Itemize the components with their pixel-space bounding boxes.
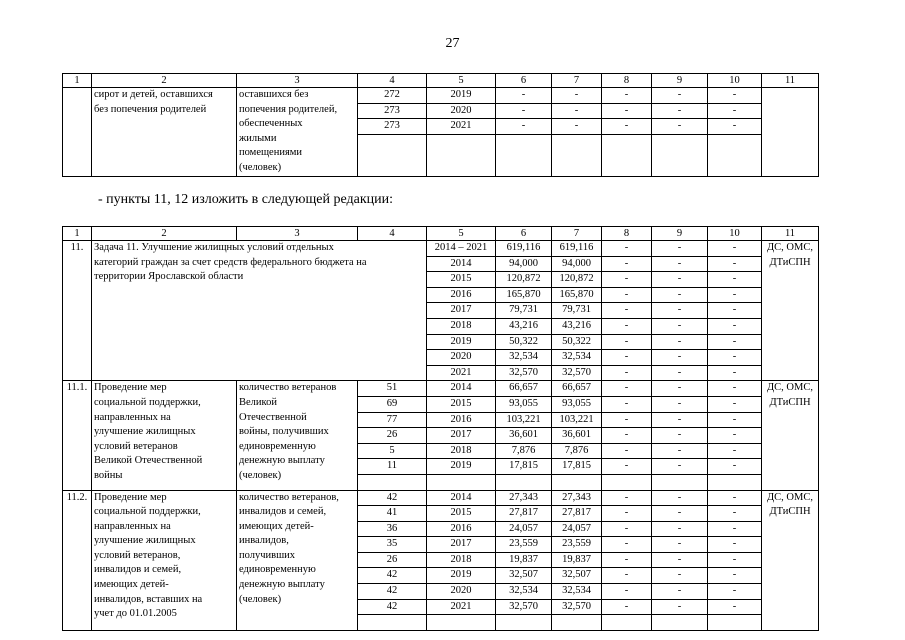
table-cell: -: [652, 318, 708, 334]
executor-cell: [762, 381, 819, 490]
table-cell: 35: [358, 537, 427, 553]
task-title-cell: [92, 241, 427, 381]
table-cell: -: [708, 256, 762, 272]
table-cell: 43,216: [552, 318, 602, 334]
table-cell: -: [708, 506, 762, 522]
table-header-row: [63, 227, 819, 241]
text-line: территории Ярославской области: [94, 271, 244, 283]
text-line: направленных на: [94, 520, 171, 532]
table-cell: 272: [358, 88, 427, 104]
table-cell: -: [708, 459, 762, 475]
text-line: единовременную: [239, 440, 316, 452]
table-cell: 66,657: [552, 381, 602, 397]
table-cell: [358, 135, 427, 176]
table-cell: 273: [358, 119, 427, 135]
table-cell: 23,559: [552, 537, 602, 553]
table-cell: -: [652, 303, 708, 319]
table-cell: 273: [358, 103, 427, 119]
table-cell: 93,055: [496, 396, 552, 412]
header-cell: 10: [708, 74, 762, 88]
table-cell: 2021: [427, 119, 496, 135]
table-cell: 165,870: [552, 287, 602, 303]
table-cell: -: [708, 396, 762, 412]
table-cell: -: [602, 459, 652, 475]
table-cell: 2017: [427, 537, 496, 553]
text-line: единовременную: [239, 564, 316, 576]
text-line: условий ветеранов,: [94, 549, 181, 561]
table-cell: -: [708, 350, 762, 366]
text-line: инвалидов,: [239, 535, 289, 547]
table-cell: -: [652, 88, 708, 104]
table-cell: [602, 615, 652, 631]
table-cell: -: [708, 381, 762, 397]
table-cell: -: [652, 396, 708, 412]
table-cell: 27,817: [552, 506, 602, 522]
text-line: ДС, ОМС,: [767, 382, 813, 394]
text-line: Проведение мер: [94, 382, 167, 394]
text-line: ДС, ОМС,: [767, 242, 813, 253]
table-cell: 32,570: [496, 365, 552, 381]
table-cell: -: [652, 537, 708, 553]
table-cell: 165,870: [496, 287, 552, 303]
table-cell: 619,116: [552, 241, 602, 257]
table-cell: -: [652, 272, 708, 288]
table-cell: [496, 474, 552, 490]
indicator-cell: [237, 381, 358, 490]
table-cell: 94,000: [496, 256, 552, 272]
text-line: попечения родителей,: [239, 103, 338, 115]
header-cell: 4: [358, 74, 427, 88]
header-cell: 2: [92, 227, 237, 241]
table-cell: -: [708, 584, 762, 600]
table-cell: -: [708, 88, 762, 104]
table-cell: 2014: [427, 256, 496, 272]
table-cell: [427, 474, 496, 490]
table-cell: 120,872: [496, 272, 552, 288]
table-cell: -: [708, 103, 762, 119]
program-table: [62, 226, 819, 631]
table-cell: -: [602, 490, 652, 506]
table-cell: 32,534: [552, 350, 602, 366]
table-cell: -: [602, 428, 652, 444]
header-cell: 3: [237, 74, 358, 88]
table-cell: -: [708, 365, 762, 381]
table-cell: 94,000: [552, 256, 602, 272]
table-cell: -: [708, 443, 762, 459]
table-cell: -: [708, 241, 762, 257]
table-cell: -: [602, 272, 652, 288]
table-cell: 103,221: [496, 412, 552, 428]
text-line: Великой Отечественной: [94, 455, 203, 467]
table-cell: -: [652, 412, 708, 428]
table-cell: -: [602, 506, 652, 522]
table-cell: -: [602, 119, 652, 135]
table-cell: 32,570: [496, 599, 552, 615]
table-cell: [652, 615, 708, 631]
table-cell: -: [708, 537, 762, 553]
table-cell: -: [652, 428, 708, 444]
table-cell: -: [708, 599, 762, 615]
table-cell: 32,507: [552, 568, 602, 584]
table-cell: [358, 615, 427, 631]
table-cell: 24,057: [496, 521, 552, 537]
table-cell: 42: [358, 568, 427, 584]
table-cell: 24,057: [552, 521, 602, 537]
text-line: денежную выплату: [239, 455, 325, 467]
text-line: сирот и детей, оставшихся: [94, 89, 213, 100]
table-cell: 2020: [427, 350, 496, 366]
table-cell: [427, 615, 496, 631]
table-cell: -: [708, 568, 762, 584]
table-cell: 2018: [427, 552, 496, 568]
table-cell: -: [708, 552, 762, 568]
table-cell: -: [708, 490, 762, 506]
table-cell: -: [652, 490, 708, 506]
text-line: ДТиСПН: [769, 396, 811, 408]
table-row: [63, 88, 819, 104]
text-line: (человек): [239, 593, 282, 605]
table-cell: 26: [358, 428, 427, 444]
table-cell: [427, 135, 496, 176]
table-cell: [708, 615, 762, 631]
indicator-cell: [237, 490, 358, 630]
table-cell: -: [652, 119, 708, 135]
table-cell: 42: [358, 584, 427, 600]
text-line: без попечения родителей: [94, 103, 207, 115]
table-cell: 5: [358, 443, 427, 459]
table-cell: -: [602, 396, 652, 412]
table-cell: -: [652, 584, 708, 600]
table-cell: 32,570: [552, 365, 602, 381]
header-cell: 2: [92, 74, 237, 88]
header-cell: 11: [762, 74, 819, 88]
table-cell: [708, 474, 762, 490]
text-line: оставшихся без: [239, 89, 309, 100]
executor-cell: [762, 241, 819, 381]
table-cell: 41: [358, 506, 427, 522]
table-cell: -: [602, 241, 652, 257]
table-cell: [496, 615, 552, 631]
header-cell: 9: [652, 227, 708, 241]
table-cell: -: [708, 428, 762, 444]
table-cell: 27,343: [552, 490, 602, 506]
header-cell: 8: [602, 227, 652, 241]
table-cell: 36,601: [552, 428, 602, 444]
table-cell: -: [602, 443, 652, 459]
table-cell: 2017: [427, 428, 496, 444]
table-cell: 17,815: [496, 459, 552, 475]
header-cell: 4: [358, 227, 427, 241]
table-cell: 2015: [427, 272, 496, 288]
table-cell: [552, 474, 602, 490]
text-line: категорий граждан за счет средств федерального бюджета на: [94, 256, 367, 268]
table-cell: [602, 135, 652, 176]
indicator-cell: [237, 88, 358, 177]
table-cell: -: [602, 318, 652, 334]
text-line: (человек): [239, 161, 282, 173]
table-cell: 42: [358, 599, 427, 615]
text-line: помещениями: [239, 147, 303, 159]
text-line: инвалидов и семей,: [239, 506, 327, 518]
header-cell: 5: [427, 227, 496, 241]
header-cell: 6: [496, 74, 552, 88]
executor-cell: [762, 88, 819, 177]
executor-cell: [762, 490, 819, 630]
table-cell: 79,731: [496, 303, 552, 319]
table-cell: -: [708, 303, 762, 319]
table-cell: -: [652, 287, 708, 303]
table-cell: [652, 135, 708, 176]
header-cell: 11: [762, 227, 819, 241]
text-line: денежную выплату: [239, 579, 325, 591]
table-cell: 2019: [427, 88, 496, 104]
table-cell: 43,216: [496, 318, 552, 334]
table-cell: -: [602, 521, 652, 537]
text-line: условий ветеранов: [94, 440, 178, 452]
table-cell: -: [602, 88, 652, 104]
table-cell: [496, 135, 552, 176]
table-cell: -: [602, 381, 652, 397]
table-cell: [602, 474, 652, 490]
table-cell: -: [652, 241, 708, 257]
table-cell: -: [708, 119, 762, 135]
table-cell: [552, 135, 602, 176]
table-cell: -: [708, 287, 762, 303]
table-cell: [708, 135, 762, 176]
text-line: улучшение жилищных: [94, 426, 196, 438]
table-cell: -: [602, 584, 652, 600]
table-cell: 7,876: [496, 443, 552, 459]
table-cell: -: [652, 381, 708, 397]
text-line: социальной поддержки,: [94, 396, 201, 408]
table-cell: 51: [358, 381, 427, 397]
table-cell: -: [708, 272, 762, 288]
header-cell: 5: [427, 74, 496, 88]
table-cell: 120,872: [552, 272, 602, 288]
table-cell: 66,657: [496, 381, 552, 397]
table-cell: -: [496, 88, 552, 104]
table-cell: -: [602, 256, 652, 272]
text-line: учет до 01.01.2005: [94, 608, 177, 620]
table-cell: -: [708, 521, 762, 537]
table-cell: 2015: [427, 396, 496, 412]
text-line: Великой: [239, 396, 277, 408]
table-cell: -: [602, 537, 652, 553]
table-cell: 2015: [427, 506, 496, 522]
table-cell: -: [602, 599, 652, 615]
table-cell: 17,815: [552, 459, 602, 475]
table-cell: 32,534: [552, 584, 602, 600]
table-cell: -: [602, 552, 652, 568]
table-cell: 2021: [427, 599, 496, 615]
table-cell: 36,601: [496, 428, 552, 444]
table-cell: 2014: [427, 490, 496, 506]
item-number-cell: [63, 88, 92, 177]
table-cell: 7,876: [552, 443, 602, 459]
table-cell: 2019: [427, 568, 496, 584]
table-cell: -: [652, 599, 708, 615]
table-cell: -: [652, 103, 708, 119]
activity-name-cell: [92, 490, 237, 630]
table-cell: 23,559: [496, 537, 552, 553]
table-cell: -: [552, 119, 602, 135]
table-row: [63, 490, 819, 506]
table-cell: -: [652, 365, 708, 381]
table-cell: 103,221: [552, 412, 602, 428]
table-row: [63, 241, 819, 257]
text-line: количество ветеранов: [239, 382, 337, 394]
table-cell: -: [602, 365, 652, 381]
activity-name-cell: [92, 88, 237, 177]
table-cell: -: [602, 334, 652, 350]
text-line: Проведение мер: [94, 491, 167, 503]
table-cell: -: [708, 412, 762, 428]
table-cell: -: [652, 521, 708, 537]
header-cell: 9: [652, 74, 708, 88]
text-line: инвалидов и семей,: [94, 564, 182, 576]
table-cell: -: [652, 350, 708, 366]
table-cell: 2018: [427, 318, 496, 334]
table-cell: 2019: [427, 334, 496, 350]
table-cell: -: [652, 568, 708, 584]
table-cell: 79,731: [552, 303, 602, 319]
table-cell: 32,534: [496, 584, 552, 600]
text-line: имеющих детей-: [94, 579, 169, 591]
table-cell: 2019: [427, 459, 496, 475]
table-cell: -: [602, 568, 652, 584]
table-cell: 27,343: [496, 490, 552, 506]
table-cell: 2016: [427, 412, 496, 428]
table-cell: -: [552, 103, 602, 119]
table-cell: -: [602, 103, 652, 119]
table-cell: -: [652, 506, 708, 522]
text-line: получивших: [239, 549, 296, 561]
table-cell: [552, 615, 602, 631]
table-row: [63, 381, 819, 397]
table-cell: -: [552, 88, 602, 104]
header-cell: 6: [496, 227, 552, 241]
header-cell: 1: [63, 227, 92, 241]
item-number-cell: 11.1.: [63, 381, 92, 490]
table-cell: -: [602, 350, 652, 366]
header-cell: 7: [552, 227, 602, 241]
continuation-table: [62, 73, 819, 177]
table-cell: -: [496, 103, 552, 119]
table-cell: 2014: [427, 381, 496, 397]
item-number-cell: 11.2.: [63, 490, 92, 630]
table-cell: 2016: [427, 521, 496, 537]
table-cell: [652, 474, 708, 490]
table-cell: 50,322: [496, 334, 552, 350]
table-cell: -: [652, 334, 708, 350]
table-header-row: [63, 74, 819, 88]
table-cell: 32,507: [496, 568, 552, 584]
table-cell: 19,837: [552, 552, 602, 568]
table-cell: -: [708, 334, 762, 350]
table-cell: -: [602, 287, 652, 303]
activity-name-cell: [92, 381, 237, 490]
text-line: имеющих детей-: [239, 520, 314, 532]
text-line: ДТиСПН: [769, 506, 811, 518]
table-cell: 36: [358, 521, 427, 537]
text-line: войны: [94, 469, 123, 481]
table-cell: 2018: [427, 443, 496, 459]
table-cell: 26: [358, 552, 427, 568]
text-line: Отечественной: [239, 411, 307, 423]
amendment-paragraph: - пункты 11, 12 изложить в следующей редакции:: [98, 192, 394, 207]
item-number-cell: 11.: [63, 241, 92, 381]
table-cell: [358, 474, 427, 490]
text-line: социальной поддержки,: [94, 506, 201, 518]
table-cell: 2020: [427, 584, 496, 600]
text-line: обеспеченных: [239, 118, 303, 130]
table-cell: 2017: [427, 303, 496, 319]
header-cell: 10: [708, 227, 762, 241]
header-cell: 7: [552, 74, 602, 88]
table-cell: 93,055: [552, 396, 602, 412]
table-cell: -: [652, 443, 708, 459]
table-cell: 42: [358, 490, 427, 506]
table-cell: 11: [358, 459, 427, 475]
text-line: количество ветеранов,: [239, 491, 339, 503]
text-line: ДС, ОМС,: [767, 491, 813, 503]
table-cell: 2014 – 2021: [427, 241, 496, 257]
table-cell: -: [602, 412, 652, 428]
table-cell: 2021: [427, 365, 496, 381]
page-number: 27: [445, 36, 460, 51]
table-cell: 77: [358, 412, 427, 428]
text-line: направленных на: [94, 411, 171, 423]
text-line: Задача 11. Улучшение жилищных условий отдельных: [94, 242, 334, 253]
text-line: улучшение жилищных: [94, 535, 196, 547]
table-cell: 32,534: [496, 350, 552, 366]
header-cell: 3: [237, 227, 358, 241]
header-cell: 1: [63, 74, 92, 88]
table-cell: 19,837: [496, 552, 552, 568]
table-cell: -: [496, 119, 552, 135]
table-cell: -: [708, 318, 762, 334]
table-cell: 619,116: [496, 241, 552, 257]
table-cell: 32,570: [552, 599, 602, 615]
table-cell: -: [652, 256, 708, 272]
text-line: войны, получивших: [239, 426, 329, 438]
text-line: ДТиСПН: [769, 256, 811, 268]
table-cell: 2020: [427, 103, 496, 119]
table-cell: -: [652, 552, 708, 568]
table-cell: 2016: [427, 287, 496, 303]
text-line: жилыми: [239, 132, 277, 144]
table-cell: 27,817: [496, 506, 552, 522]
table-cell: 69: [358, 396, 427, 412]
text-line: инвалидов, вставших на: [94, 593, 203, 605]
table-cell: -: [652, 459, 708, 475]
table-cell: -: [602, 303, 652, 319]
table-cell: 50,322: [552, 334, 602, 350]
text-line: (человек): [239, 469, 282, 481]
header-cell: 8: [602, 74, 652, 88]
